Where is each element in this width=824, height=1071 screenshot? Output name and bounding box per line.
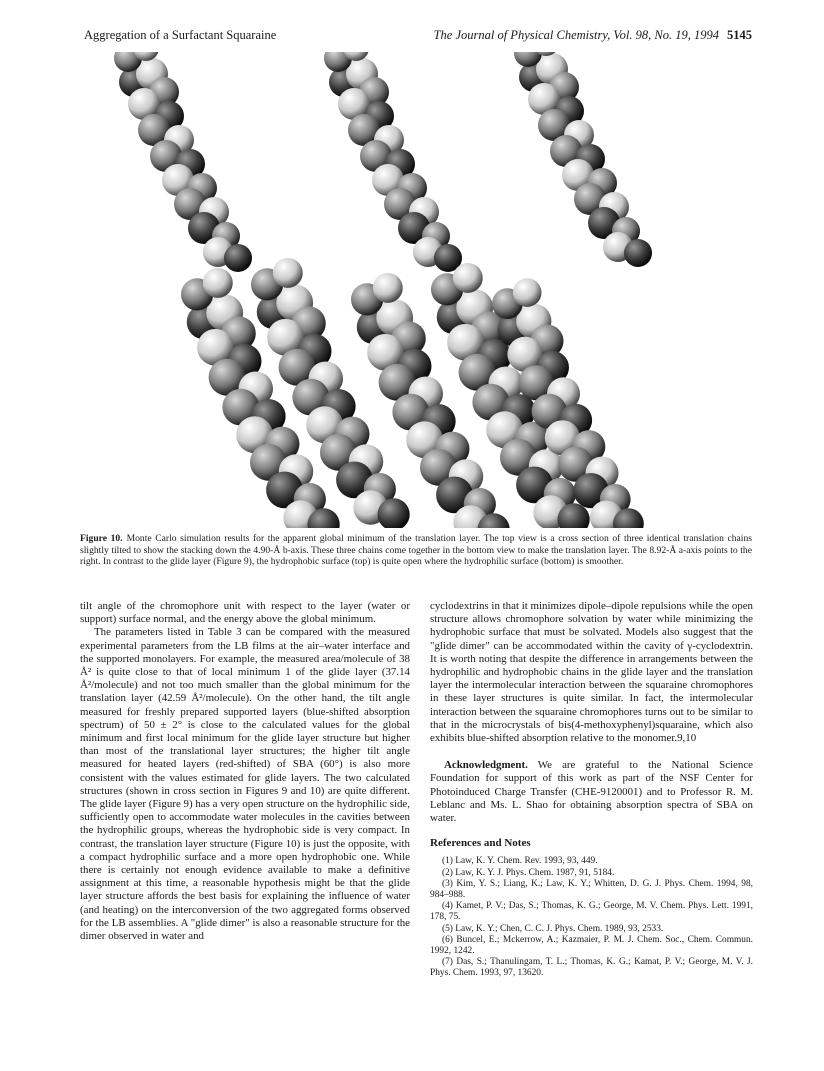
left-paragraph-2: The parameters listed in Table 3 can be compared with the measured experimental parameters from the LB films at the air–water interface and the supported monolayers. For example, the measured area/molecule of 38 Å² is quite close to that of local minimum 1 of the glide layer (37.14 Å²/molecule) and not too much smaller than the global minimum for the translation layer (42.59 Å²/molecule). On the other hand, the tilt angle measured for freshly prepared supported layers (blue-shifted absorption spectrum) of 50 ± 2° is close to the calculated values for the global minimum and first local minimum for the glide layer structure but higher than most of the translational layer structures; the higher tilt angle measured for heated layers (red-shifted) of SBA (60°) is also more consistent with the values estimated for glide layers. The two calculated structures (shown in cross section in Figures 9 and 10) are quite different. The glide layer (Figure 9) has a very open structure on the hydrophilic side, sufficiently open to accommodate water molecules in the cavities between the hydrophilic groups, whereas the hydrophobic side is very compact. In contrast, the translation layer structure (Figure 10) is just the opposite, with a compact hydrophilic surface and a more open hydrophobic one. While there is certainly not enough evidence available to make a definitive assignment at this time, a reasonable hypothesis might be that the glide layer structure affords the best basis for explaining the influence of water (and heating) on the interconversion of the two aggregated forms observed for the LB assemblies. A "glide dimer" is also a reasonable structure for the dimer observed in water and xyxy=(80,626,410,943)
reference-5: (5) Law, K. Y.; Chen, C. C. J. Phys. Chem. 1989, 93, 2533. xyxy=(442,923,664,934)
references-title: References and Notes xyxy=(430,837,531,850)
top-view-chain-3 xyxy=(514,52,652,267)
figure-caption xyxy=(80,533,752,568)
journal-citation: The Journal of Physical Chemistry, Vol. 98, No. 19, 1994 xyxy=(433,28,719,42)
acknowledgment xyxy=(430,759,753,825)
reference-4: (4) Kamet, P. V.; Das, S.; Thomas, K. G.; George, M. V. Chem. Phys. Lett. 1991, 178, 75. xyxy=(430,901,753,923)
page-number: 5145 xyxy=(727,28,752,42)
figure-label: Figure 10. xyxy=(80,533,123,544)
reference-6: (6) Buncel, E.; Mckerrow, A.; Kazmaier, P. M. J. Chem. Soc., Chem. Commun. 1992, 1242. xyxy=(430,934,753,957)
running-title: Aggregation of a Surfactant Squaraine xyxy=(84,28,277,42)
right-paragraph-1: cyclodextrins in that it minimizes dipole–dipole repulsions while the open structure allows chromophore solvation by water while minimizing the hydrophobic surface that must be solvated. Models also suggest that the "glide dimer" can be accommodated within the cavity of γ-cyclodextrin. It is worth noting that despite the difference in arrangements between the hydrophilic and hydrophobic chains in the glide layer and the translation layer the intermolecular interaction between the squaraine chromophores in these layer structures is quite similar. In fact, the intermolecular interaction between the squaraine chromophores turns out to be similar to that in the microcrystals of bis(4-methoxyphenyl)squaraine, which also exhibits blue-shifted absorption relative to the monomer.9,10 xyxy=(430,600,753,745)
right-column xyxy=(430,600,753,980)
reference-1: (1) Law, K. Y. Chem. Rev. 1993, 93, 449. xyxy=(442,856,598,867)
journal-info xyxy=(434,28,752,43)
page-header xyxy=(84,28,752,46)
molecular-model-figure xyxy=(84,52,752,528)
reference-2: (2) Law, K. Y. J. Phys. Chem. 1987, 91, 5184. xyxy=(442,867,615,878)
acknowledgment-text: We are grateful to the National Science Foundation for support of this work as part of the NSF Center for Photoinduced Charge Transfer (CHE-9120001) and to Professor R. M. Leblanc and Ms. L. Shao for obtaining absorption spectra of SBA on water. xyxy=(430,759,754,825)
references-list xyxy=(430,856,753,979)
acknowledgment-title: Acknowledgment. xyxy=(444,759,528,772)
left-paragraph-1: tilt angle of the chromophore unit with respect to the layer (water or support) surface normal, and the energy above the global minimum. xyxy=(80,600,410,626)
top-view-chain-1 xyxy=(114,52,252,272)
reference-7: (7) Das, S.; Thanulingam, T. L.; Thomas, K. G.; Kamat, P. V.; George, M. V. J. Phys. Chem. 1993, 97, 13620. xyxy=(430,957,753,979)
figure-caption-text: Monte Carlo simulation results for the apparent global minimum of the translation layer. The top view is a cross section of three identical translation chains slightly tilted to show the stacking down the 4.90-Å b-axis. These three chains come together in the bottom view to make the translation layer. The 8.92-Å a-axis points to the right. In contrast to the glide layer (Figure 9), the hydrophobic surface (top) is quite open where the hydrophilic surface (bottom) is smoother. xyxy=(80,533,752,568)
left-column xyxy=(80,600,410,943)
reference-3: (3) Kim, Y. S.; Liang, K.; Law, K. Y.; Whitten, D. G. J. Phys. Chem. 1994, 98, 984–988. xyxy=(430,878,753,901)
bottom-view-layer xyxy=(181,258,644,528)
top-view-chain-2 xyxy=(324,52,462,272)
